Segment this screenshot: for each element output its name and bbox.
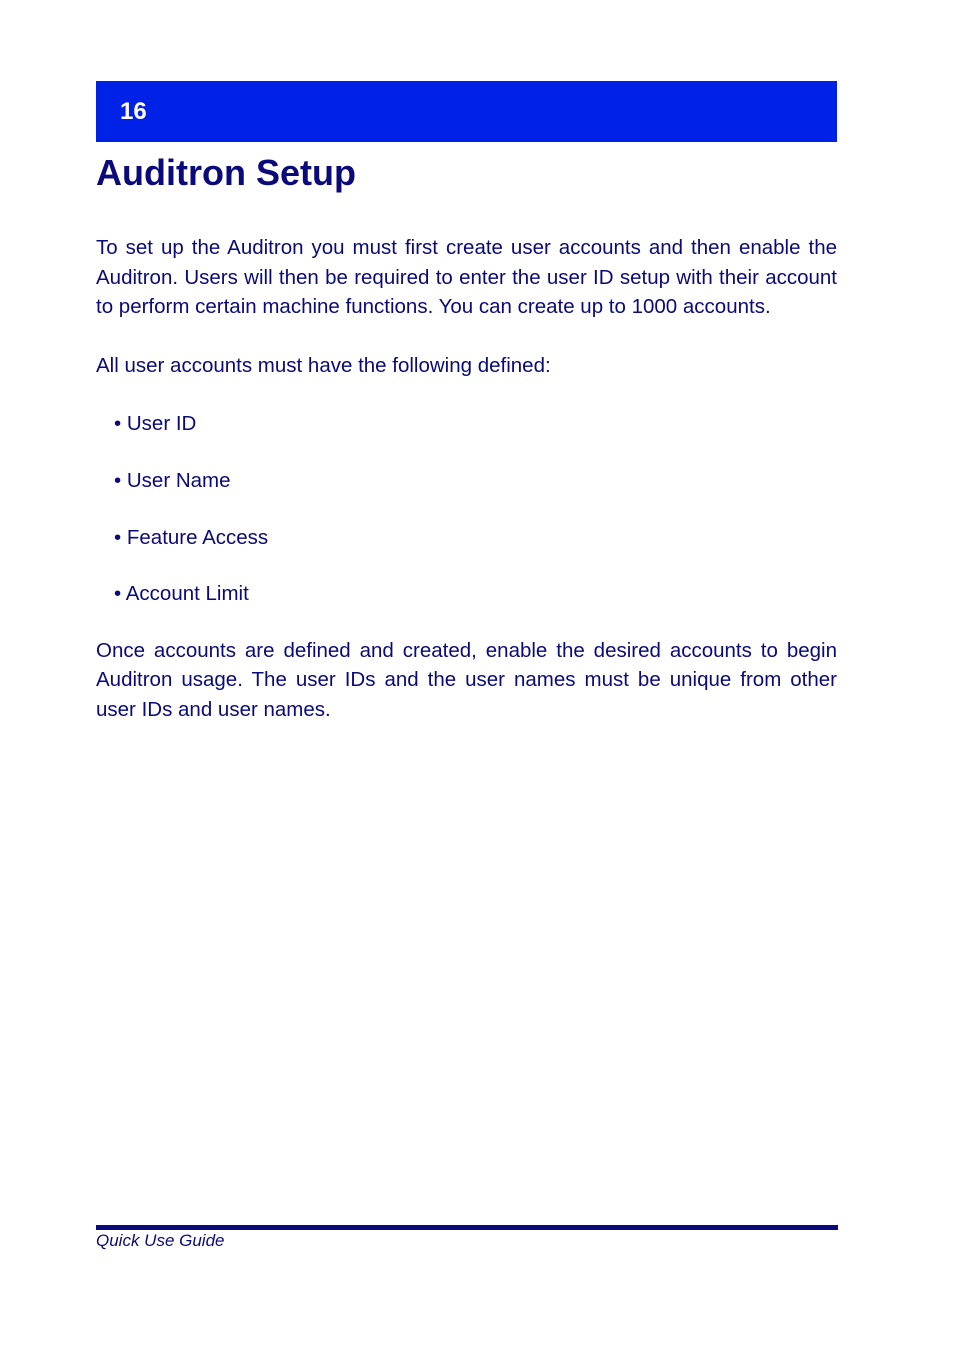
page-title: Auditron Setup bbox=[96, 152, 356, 193]
footer-label: Quick Use Guide bbox=[96, 1231, 225, 1250]
footer-divider bbox=[96, 1225, 838, 1230]
closing-paragraph: Once accounts are defined and created, enable the desired accounts to begin Auditron usage. The user IDs and the user names must be unique from other user IDs and user names. bbox=[96, 638, 837, 721]
list-item: • Account Limit bbox=[114, 582, 249, 606]
requirements-list bbox=[96, 409, 837, 608]
page-number: 16 bbox=[120, 97, 147, 125]
list-item: • Feature Access bbox=[114, 525, 269, 549]
intro-paragraph: To set up the Auditron you must first create user accounts and then enable the Auditron. Users will then be required to enter the user ID setup with their account to perform certain machine functions. You can create up to 1000 accounts. bbox=[96, 236, 837, 319]
page-content bbox=[96, 81, 837, 725]
list-item: • User Name bbox=[114, 468, 231, 492]
requirements-paragraph: All user accounts must have the following defined: bbox=[96, 353, 551, 377]
page-header-bar bbox=[96, 81, 837, 142]
list-item: • User ID bbox=[114, 412, 197, 436]
